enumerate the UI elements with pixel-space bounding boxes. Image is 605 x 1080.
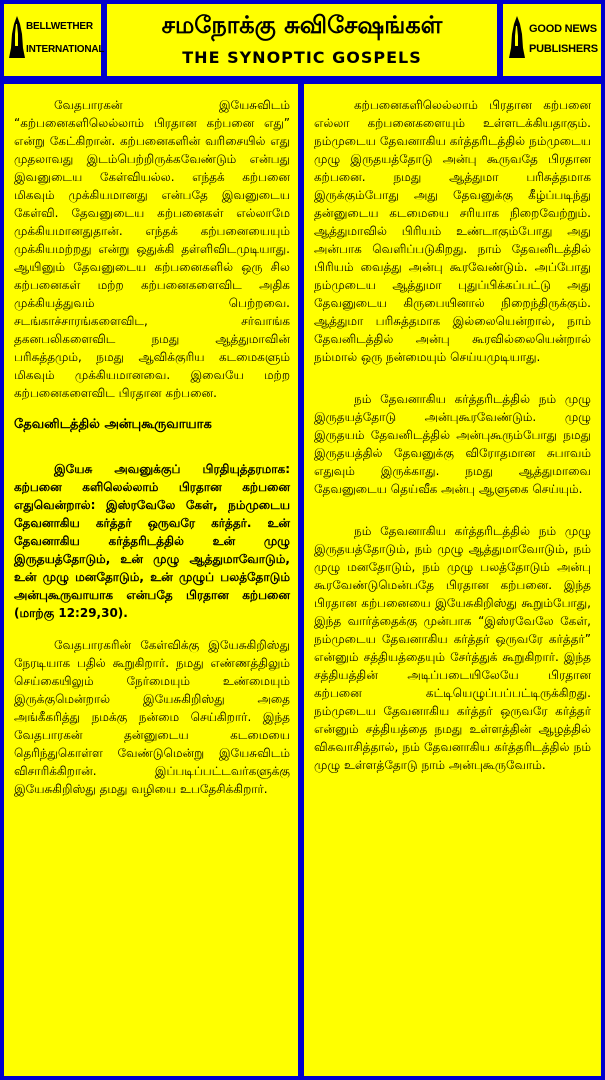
left-logo-line2: INTERNATIONAL (26, 44, 105, 55)
right-logo-line2: PUBLISHERS (529, 43, 598, 55)
good-news-book-icon (507, 14, 527, 60)
scripture-quote: இயேசு அவனுக்குப் பிரதியுத்தரமாக: கற்பனை களிலெல்லாம் பிரதான கற்பனை எதுவென்றால்: இஸ்ரவேலே கேள், நம்முடைய தேவனாகிய கர்த்தர் ஒருவரே கர்த்தர். உன் தேவனாகிய கர்த்தரிடத்தில் உன் முழு இருதயத்தோடும், உன் முழு ஆத்துமாவோடும், உன் முழு மனதோடும், உன் முழுப் பலத்தோடும் அன்புகூருவாயாக என்பதே பிரதான கற்பனை (மாற்கு 12:29,30). (14, 462, 290, 620)
right-logo-box (503, 4, 601, 76)
bellwether-logo (4, 4, 105, 76)
left-column (4, 84, 298, 1076)
left-logo-box (4, 4, 105, 76)
section-heading: தேவனிடத்தில் அன்புகூருவாயாக (14, 417, 212, 432)
left-paragraph-1: வேதபாரகன் இயேசுவிடம் “கற்பனைகளிலெல்லாம் பிரதான கற்பனை எது” என்று கேட்கிறான். கற்பனைகளின் வரிசையில் எது முதலாவது இடம்பெற்றிருக்கவேண்டும் என்பது இவனுடைய கேள்வியல்ல. எந்தக் கற்பனை மிகவும் முக்கியமானது என்பதே இவனுடைய கேள்வி. தேவனுடைய கற்பனைகள் எல்லாமே முக்கியமானதுதான். எந்தக் கற்பனையையும் முக்கியமற்றது என்று ஒதுக்கி தள்ளிவிடமுடியாது. ஆயினும் தேவனுடைய கற்பனைகளில் ஒரு சில கற்பனைகள் மற்ற கற்பனைகளைவிட அதிக முக்கியத்துவம் பெற்றவை. சடங்காச்சாரங்களைவிட, சர்வாங்க தகனபலிகளைவிட நமது ஆத்துமாவின் பரிசுத்தமும், நமது ஆவிக்குரிய கடமைகளும் மிகவும் முக்கியமானவை. இவையே மற்ற கற்பனைகளைவிட பிரதான கற்பனை. (14, 98, 290, 400)
left-logo-line1: BELLWETHER (26, 21, 93, 32)
title-tamil: சமநோக்கு சுவிசேஷங்கள் (161, 11, 443, 39)
content-frame (0, 80, 605, 1080)
title-box (107, 4, 497, 76)
left-paragraph-3: வேதபாரகரின் கேள்விக்கு இயேசுகிறிஸ்து நேரடியாக பதில் கூறுகிறார். நமது எண்ணத்திலும் செய்கையிலும் நேர்மையும் உண்மையும் இருக்குமென்றால் இயேசுகிறிஸ்து அதை அங்கீகரித்து நமக்கு நன்மை செய்கிறார். இந்த வேதபாரகன் தன்னுடைய கடமையை தெரிந்துகொள்ள வேண்டுமென்று இயேசுவிடம் விசாரிக்கிறான். இப்படிப்பட்டவர்களுக்கு இயேசுகிறிஸ்து தமது வழியை உபதேசிக்கிறார். (14, 638, 290, 796)
right-column (304, 84, 601, 1076)
right-paragraph-1: கற்பனைகளிலெல்லாம் பிரதான கற்பனை எல்லா கற்பனைகளையும் உள்ளடக்கியதாகும். நம்முடைய தேவனாகிய கர்த்தரிடத்தில் நம்முடைய முழு இருதயத்தோடு அன்பு கூருவதே பிரதான கற்பனை. நமது ஆத்துமா பரிசுத்தமாக இருக்கும்போது அது தேவனுக்கு கீழ்ப்படிந்து தன்னுடைய கடமையை சரியாக நிறைவேற்றும். ஆத்துமாவில் பிரியம் உண்டாகும்போது அது அன்பாக வெளிப்படுகிறது. நாம் தேவனிடத்தில் பிரியம் வைத்து அன்பு கூரவேண்டும். அப்போது நம்முடைய ஆத்துமா புதுப்பிக்கப்பட்டு அது தேவனுடைய கிருபையினால் நிறைந்திருக்கும். ஆத்துமா பரிசுத்தமாக இல்லையென்றால், நாம் தேவனிடத்தில் அன்பு கூரவில்லையென்றால் நம்மால் ஒரு நன்மையும் செய்யமுடியாது. (314, 98, 591, 364)
page-header (0, 0, 605, 80)
bellwether-sheep-icon (8, 14, 26, 60)
right-logo-line1: GOOD NEWS (529, 23, 597, 35)
title-english: THE SYNOPTIC GOSPELS (182, 48, 422, 67)
right-paragraph-2: நம் தேவனாகிய கர்த்தரிடத்தில் நம் முழு இருதயத்தோடு அன்புகூரவேண்டும். முழு இருதயம் தேவனிடத்தில் அன்புகூரும்போது நமது இருதயத்தில் தேவனுக்கு விரோதமான சுபாவம் எதுவும் இருக்காது. நமது ஆத்துமாவை தேவனுடைய தெய்வீக அன்பு ஆளுகை செய்யும். (314, 392, 591, 496)
good-news-logo (503, 4, 601, 76)
right-paragraph-3: நம் தேவனாகிய கர்த்தரிடத்தில் நம் முழு இருதயத்தோடும், நம் முழு ஆத்துமாவோடும், நம் முழு மனதோடும், நம் முழு பலத்தோடும் அன்பு கூரவேண்டுமென்பதே பிரதான கற்பனை. இந்த பிரதான கற்பனையை இயேசுகிறிஸ்து கூறும்போது, இந்த வார்த்தைக்கு முன்பாக “இஸ்ரவேலே கேள், நம்முடைய தேவனாகிய கர்த்தர் ஒருவரே கர்த்தர்” என்னும் சத்தியத்தையும் சேர்த்துக் கூறுகிறார். இந்த சத்தியத்தின் அடிப்படையிலேயே பிரதான கற்பனை கட்டியெழுப்பப்பட்டிருக்கிறது. நம்முடைய தேவனாகிய கர்த்தர் ஒருவரே கர்த்தர் என்னும் சத்தியத்தை நமது உள்ளத்தின் ஆழத்தில் விசுவாசித்தால், நம் தேவனாகிய கர்த்தரிடத்தில் நம் முழு உள்ளத்தோடு நாம் அன்புகூருவோம். (314, 524, 591, 772)
